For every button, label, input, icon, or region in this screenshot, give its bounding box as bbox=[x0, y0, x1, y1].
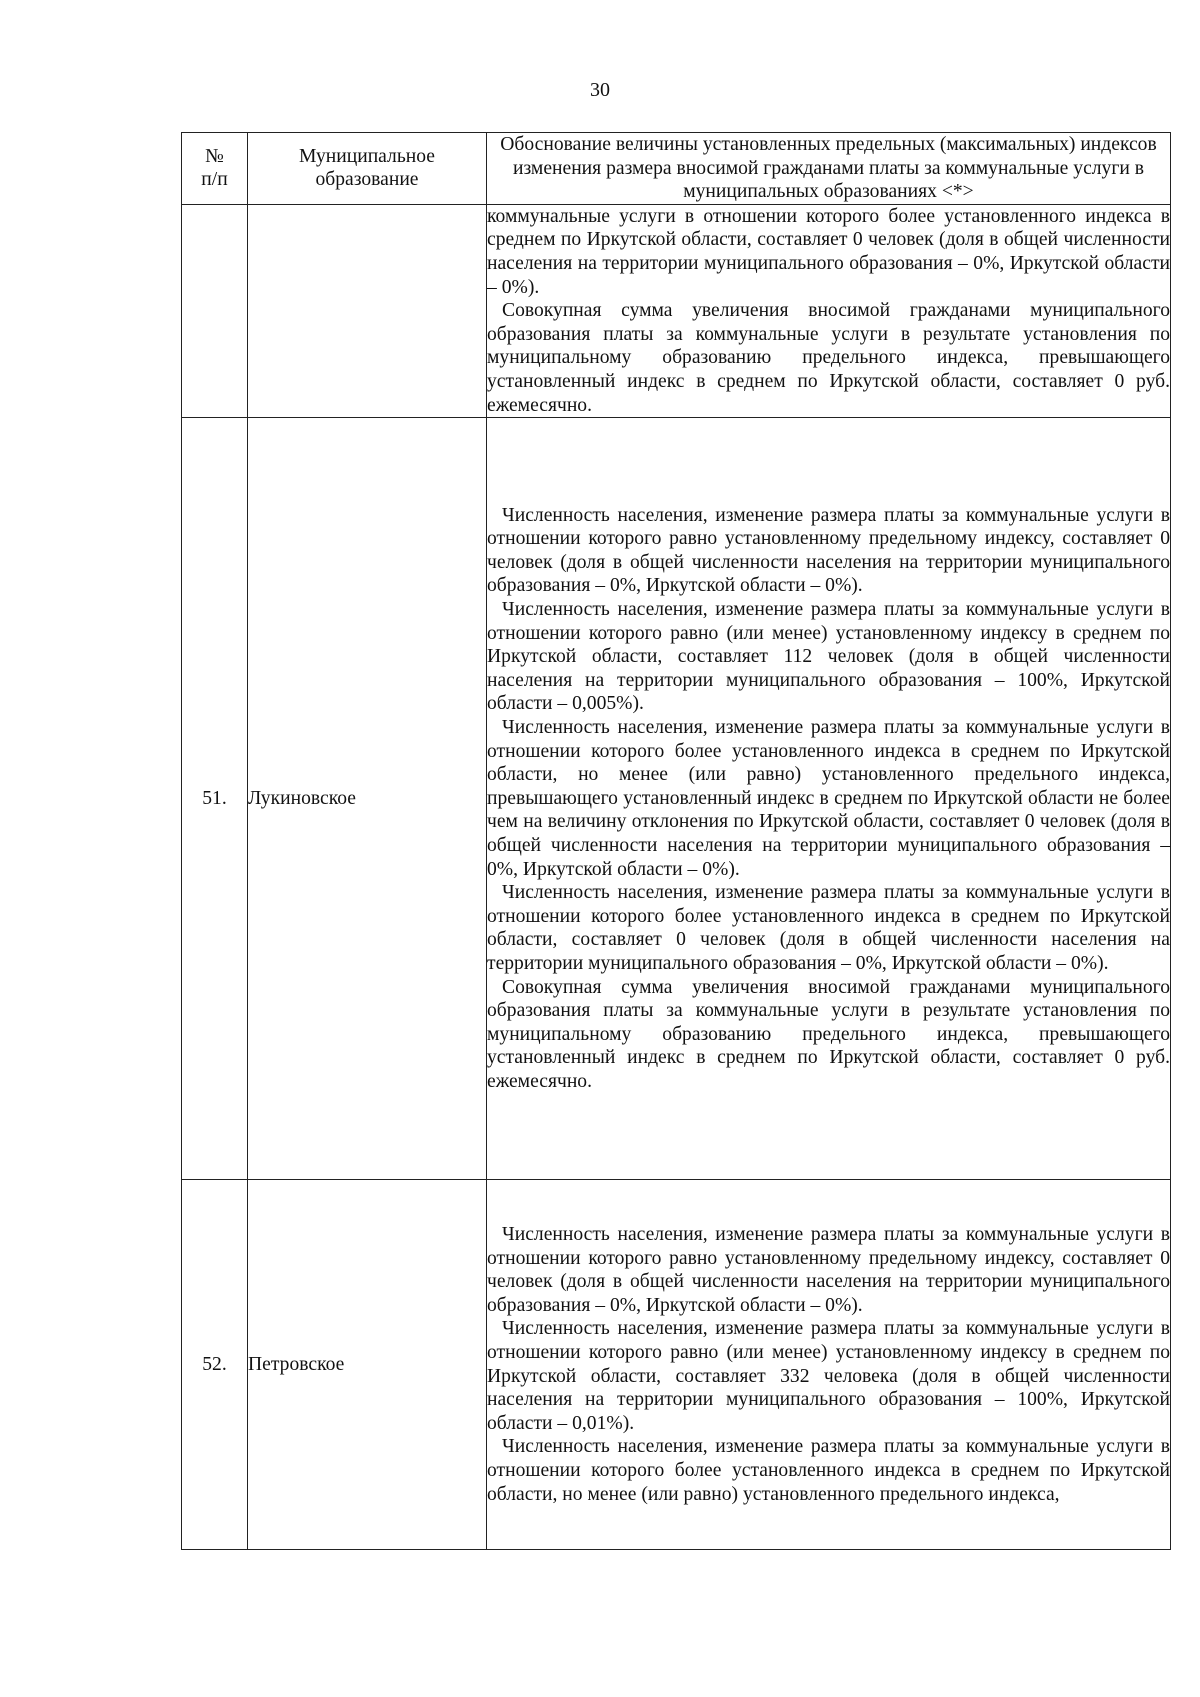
row-number bbox=[182, 204, 248, 417]
justification-paragraph: Численность населения, изменение размера платы за коммунальные услуги в отношении которого равно установленному предельному индексу, составляет 0 человек (доля в общей численности населения на территории муниципального образования – 0%, Иркутской области – 0%). bbox=[487, 1224, 1170, 1316]
header-justification: Обоснование величины установленных предельных (максимальных) индексов изменения размера вносимой гражданами платы за коммунальные услуги в муниципальных образованиях <*> bbox=[487, 133, 1171, 205]
justification-paragraph: коммунальные услуги в отношении которого более установленного индекса в среднем по Иркутской области, составляет 0 человек (доля в общей численности населения на территории муниципального образования – 0%, Иркутской области – 0%). bbox=[487, 205, 1170, 298]
justification-paragraph: Совокупная сумма увеличения вносимой гражданами муниципального образования платы за коммунальные услуги в результате установления по муниципальному образованию предельного индекса, превышающего установленный индекс в среднем по Иркутской области, составляет 0 руб. ежемесячно. bbox=[487, 976, 1170, 1092]
justification-paragraph: Численность населения, изменение размера платы за коммунальные услуги в отношении которого более установленного индекса в среднем по Иркутской области, но менее (или равно) установленного предельного индекса, bbox=[487, 1436, 1170, 1505]
justification-paragraph: Численность населения, изменение размера платы за коммунальные услуги в отношении которого более установленного индекса в среднем по Иркутской области, составляет 0 человек (доля в общей численности населения на территории муниципального образования – 0%, Иркутской области – 0%). bbox=[487, 882, 1170, 974]
header-municipality: Муниципальное образование bbox=[248, 133, 487, 205]
table-row bbox=[182, 1180, 1171, 1550]
justification-cell bbox=[487, 1180, 1171, 1550]
justification-paragraph: Численность населения, изменение размера платы за коммунальные услуги в отношении которого равно установленному предельному индексу, составляет 0 человек (доля в общей численности населения на территории муниципального образования – 0%, Иркутской области – 0%). bbox=[487, 504, 1170, 597]
indices-table bbox=[181, 132, 1171, 1550]
municipality-name bbox=[248, 204, 487, 417]
row-number: 51. bbox=[182, 418, 248, 1180]
table-row bbox=[182, 204, 1171, 417]
table-row bbox=[182, 418, 1171, 1180]
municipality-name: Петровское bbox=[248, 1180, 487, 1550]
justification-cell bbox=[487, 418, 1171, 1180]
justification-paragraph: Численность населения, изменение размера платы за коммунальные услуги в отношении которого более установленного индекса в среднем по Иркутской области, но менее (или равно) установленного предельного индекса, превышающего установленный индекс в среднем по Иркутской области не более чем на величину отклонения по Иркутской области, составляет 0 человек (доля в общей численности населения на территории муниципального образования – 0%, Иркутской области – 0%). bbox=[487, 717, 1170, 880]
header-num: № п/п bbox=[182, 133, 248, 205]
justification-paragraph: Численность населения, изменение размера платы за коммунальные услуги в отношении которого равно (или менее) установленному индексу в среднем по Иркутской области, составляет 112 человек (доля в общей численности населения на территории муниципального образования – 100%, Иркутской области – 0,005%). bbox=[487, 599, 1170, 715]
page-number: 30 bbox=[590, 79, 610, 101]
table-header-row bbox=[182, 133, 1171, 205]
justification-paragraph: Совокупная сумма увеличения вносимой гражданами муниципального образования платы за коммунальные услуги в результате установления по муниципальному образованию предельного индекса, превышающего установленный индекс в среднем по Иркутской области, составляет 0 руб. ежемесячно. bbox=[487, 300, 1170, 416]
row-number: 52. bbox=[182, 1180, 248, 1550]
justification-cell bbox=[487, 204, 1171, 417]
municipality-name: Лукиновское bbox=[248, 418, 487, 1180]
justification-paragraph: Численность населения, изменение размера платы за коммунальные услуги в отношении которого равно (или менее) установленному индексу в среднем по Иркутской области, составляет 332 человека (доля в общей численности населения на территории муниципального образования – 100%, Иркутской области – 0,01%). bbox=[487, 1318, 1170, 1434]
